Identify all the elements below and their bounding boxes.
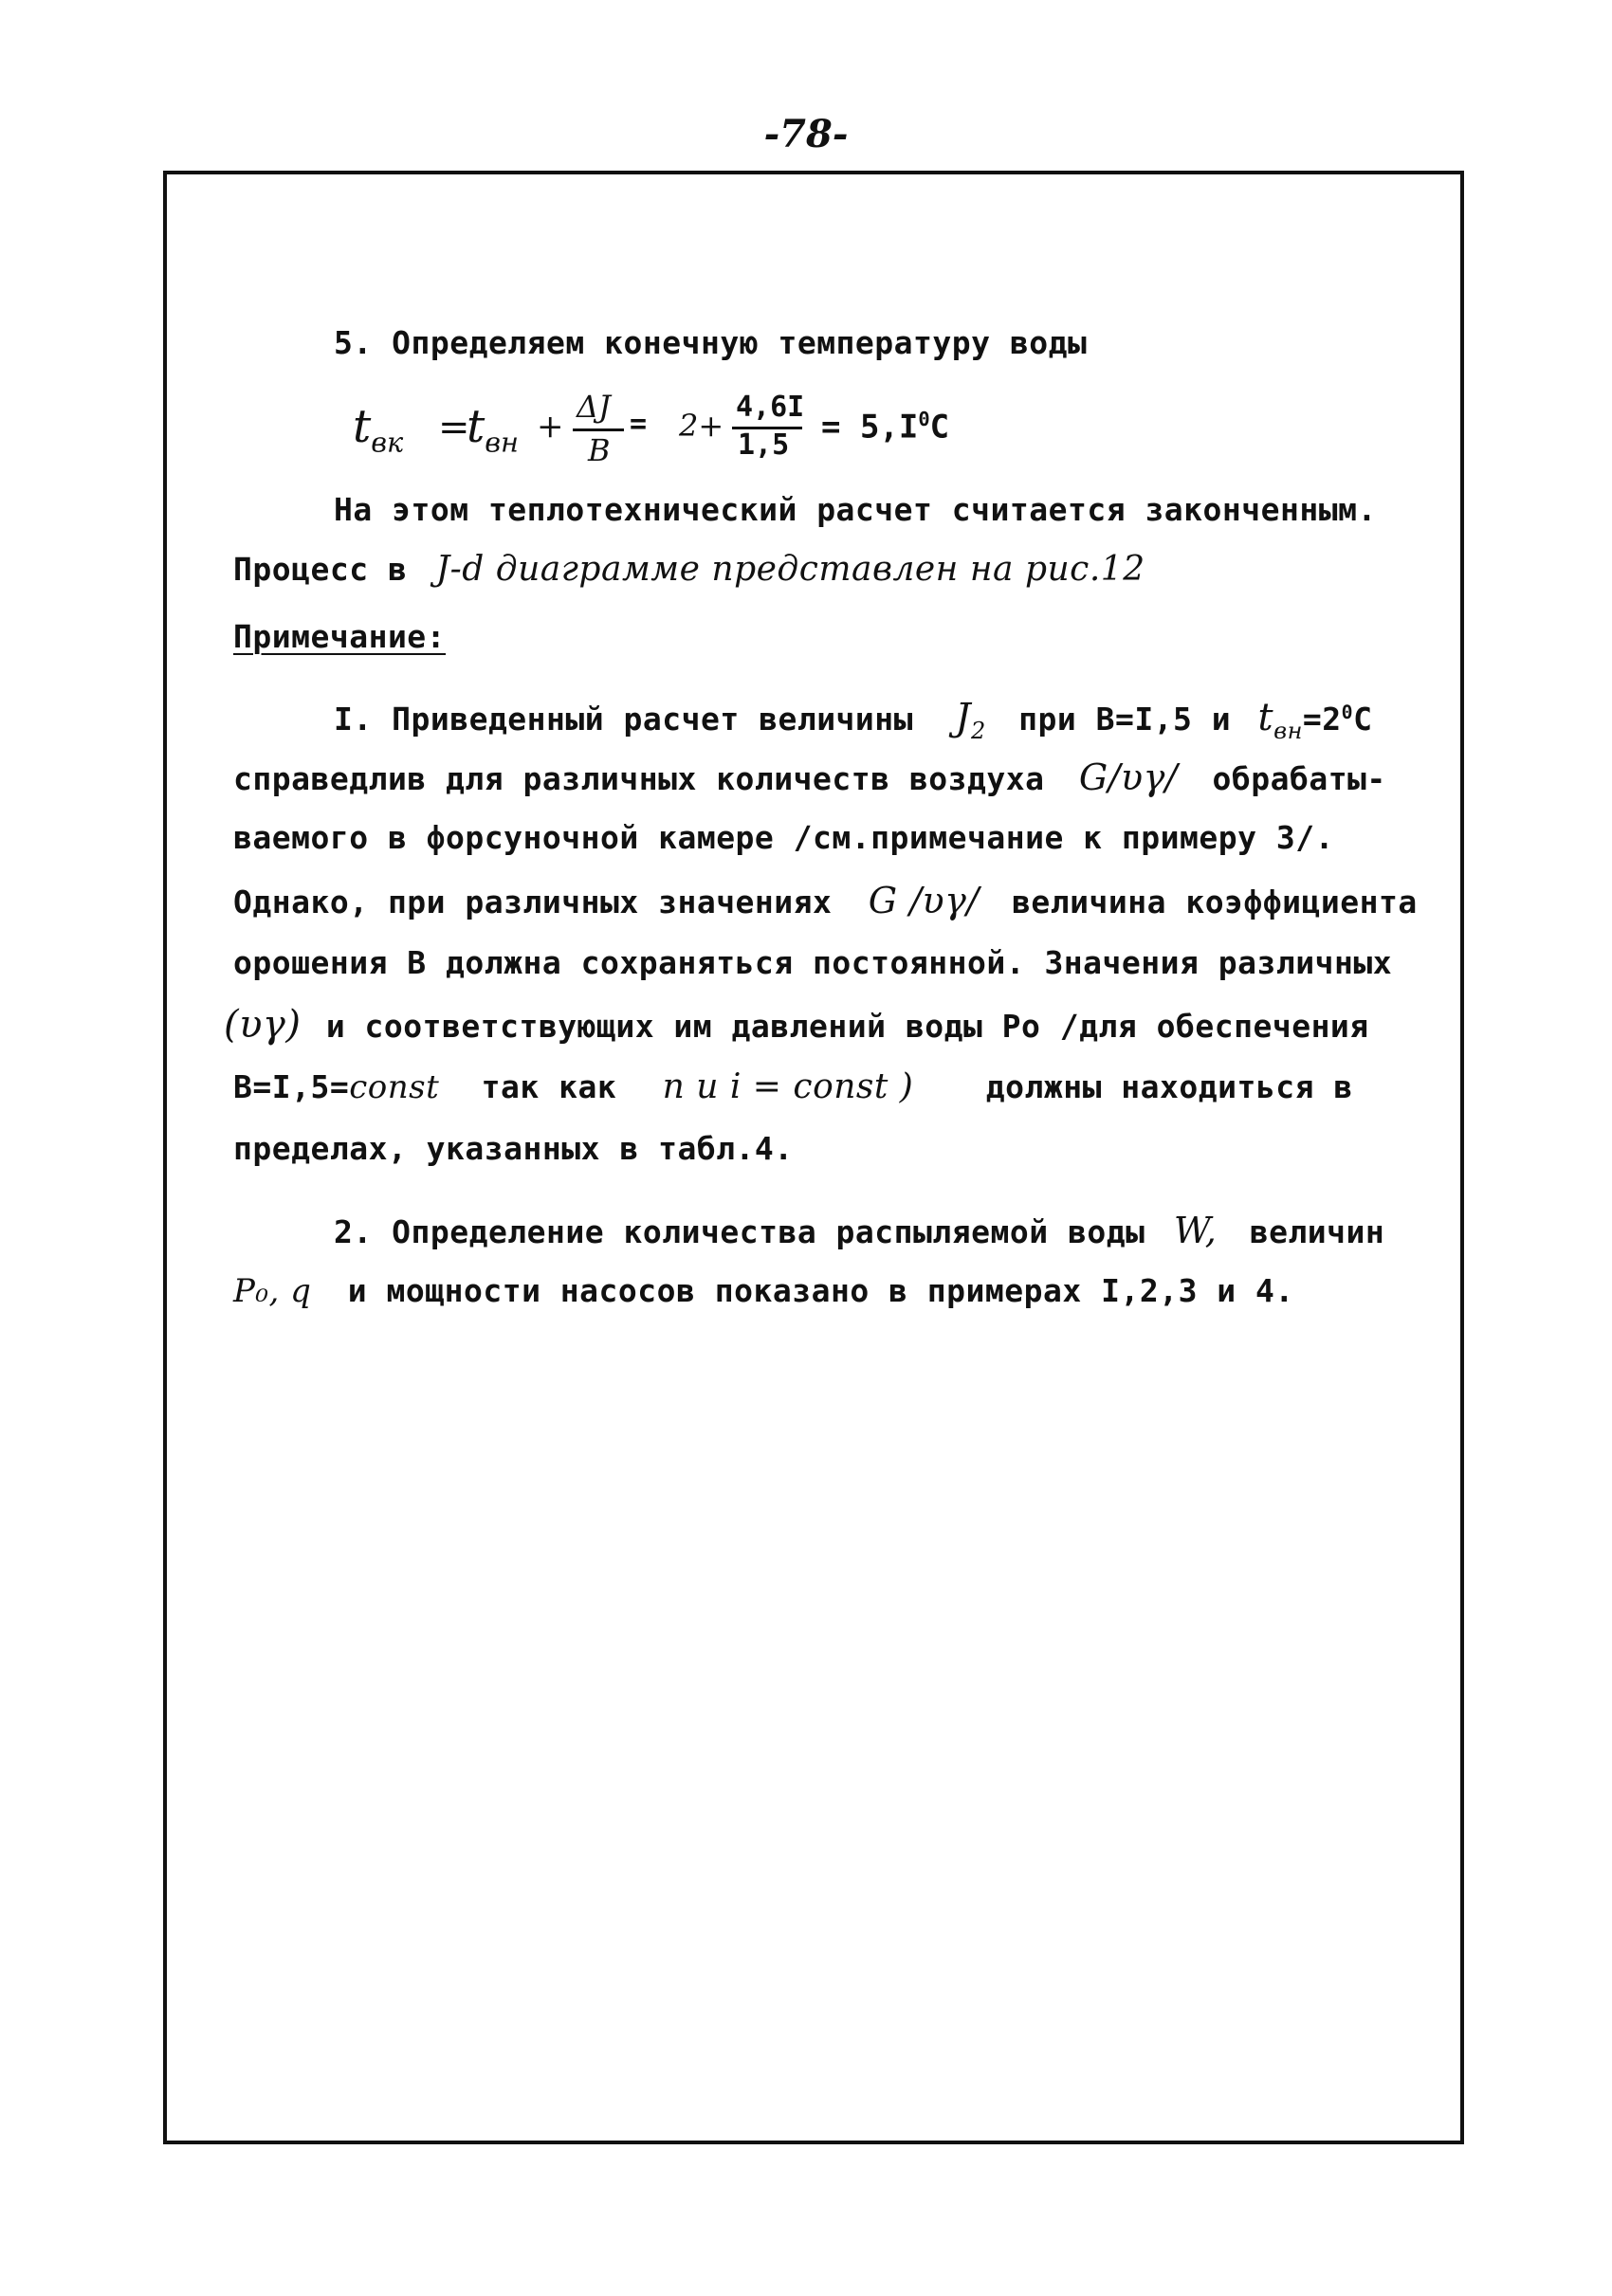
note1-line5: орошения B должна сохраняться постоянной. Значения различных <box>233 944 1393 981</box>
formula-frac1-den: B <box>588 432 611 468</box>
note1-text-c: =2 <box>1302 701 1342 738</box>
formula-frac2-num: 4,6I <box>736 391 805 424</box>
note1-symbol-t-sub: вн <box>1273 718 1303 744</box>
note1-symbol-j: J <box>955 696 971 739</box>
note1-text-b: при B=I,5 и <box>1018 701 1232 738</box>
note2-l1-hand: W, <box>1173 1210 1218 1251</box>
note-title: Примечание: <box>233 618 447 655</box>
note1-l4-b: величина коэффициента <box>1012 884 1418 920</box>
step5-heading: 5. Определяем конечную температуру воды <box>334 324 1088 361</box>
note1-text-c-sup: 0 <box>1341 702 1354 723</box>
note1-line4 <box>233 880 1418 921</box>
formula-lhs-sub: вк <box>371 426 404 459</box>
note1-l4-a: Однако, при различных значениях <box>233 884 833 920</box>
page-number: -78- <box>763 112 849 156</box>
formula-eq1: = <box>438 406 470 449</box>
note1-text-d: C <box>1353 701 1373 738</box>
formula-plus1: + <box>537 408 564 446</box>
note1-line6 <box>224 1003 1369 1047</box>
note1-line8: пределах, указанных в табл.4. <box>233 1130 794 1167</box>
formula-lhs-var: t <box>353 400 372 453</box>
note2-l2-b: и мощности насосов показано в примерах I,2,3 и 4. <box>347 1272 1294 1309</box>
note1-l2-b: обрабаты- <box>1212 760 1386 797</box>
note2-line2 <box>233 1272 1294 1310</box>
formula-term1-var: t <box>467 400 485 453</box>
conclusion-line2-typed: Процесс в <box>233 551 408 588</box>
formula-result: = 5,I <box>821 408 919 446</box>
note1-l6-b: и соответствующих им давлений воды Po /для обеспечения <box>325 1008 1369 1045</box>
note2-l1-a: 2. Определение количества распыляемой воды <box>334 1213 1145 1250</box>
formula-frac1-num: ΔJ <box>577 389 611 425</box>
formula-frac1-line <box>573 428 624 431</box>
note1-l7-c: должны находиться в <box>985 1068 1353 1105</box>
conclusion-line2-hand: J-d диаграмме представлен на рис.12 <box>435 550 1145 589</box>
note1-l7-hand1: const <box>349 1068 440 1106</box>
conclusion-line1: На этом теплотехнический расчет считается законченным. <box>334 491 1377 528</box>
formula-eq2: = <box>630 408 648 441</box>
note1-l4-hand: G /υγ/ <box>868 880 980 921</box>
note1-l2-hand: G/υγ/ <box>1078 756 1179 798</box>
note1-l7-hand2: n и i = const ) <box>662 1067 914 1106</box>
note2-l1-b: величин <box>1249 1213 1385 1250</box>
formula-frac2-den: 1,5 <box>738 428 790 462</box>
formula-term1-sub: вн <box>485 426 520 459</box>
conclusion-line2 <box>233 550 1145 589</box>
note1-l7-b: так как <box>481 1068 617 1105</box>
note1-line7 <box>233 1067 1353 1106</box>
formula-const: 2+ <box>679 408 724 444</box>
note1-line3: ваемого в форсуночной камере /см.примечание к примеру 3/. <box>233 819 1334 856</box>
note1-symbol-j-sub: 2 <box>970 718 986 744</box>
note1-symbol-t: t <box>1257 696 1274 739</box>
formula-result-unit: C <box>929 408 950 446</box>
note1-text-a: I. Приведенный расчет величины <box>334 701 914 738</box>
note2-line1 <box>334 1210 1384 1251</box>
note1-l2-a: справедлив для различных количеств воздуха <box>233 760 1045 797</box>
note1-line2 <box>233 756 1386 798</box>
note2-l2-hand: P₀, q <box>233 1272 312 1310</box>
note1-l6-hand: (υγ) <box>224 1003 302 1047</box>
note1-line1 <box>334 696 1372 744</box>
note1-l7-a: B=I,5= <box>233 1068 350 1105</box>
formula-result-sup: 0 <box>918 408 930 430</box>
